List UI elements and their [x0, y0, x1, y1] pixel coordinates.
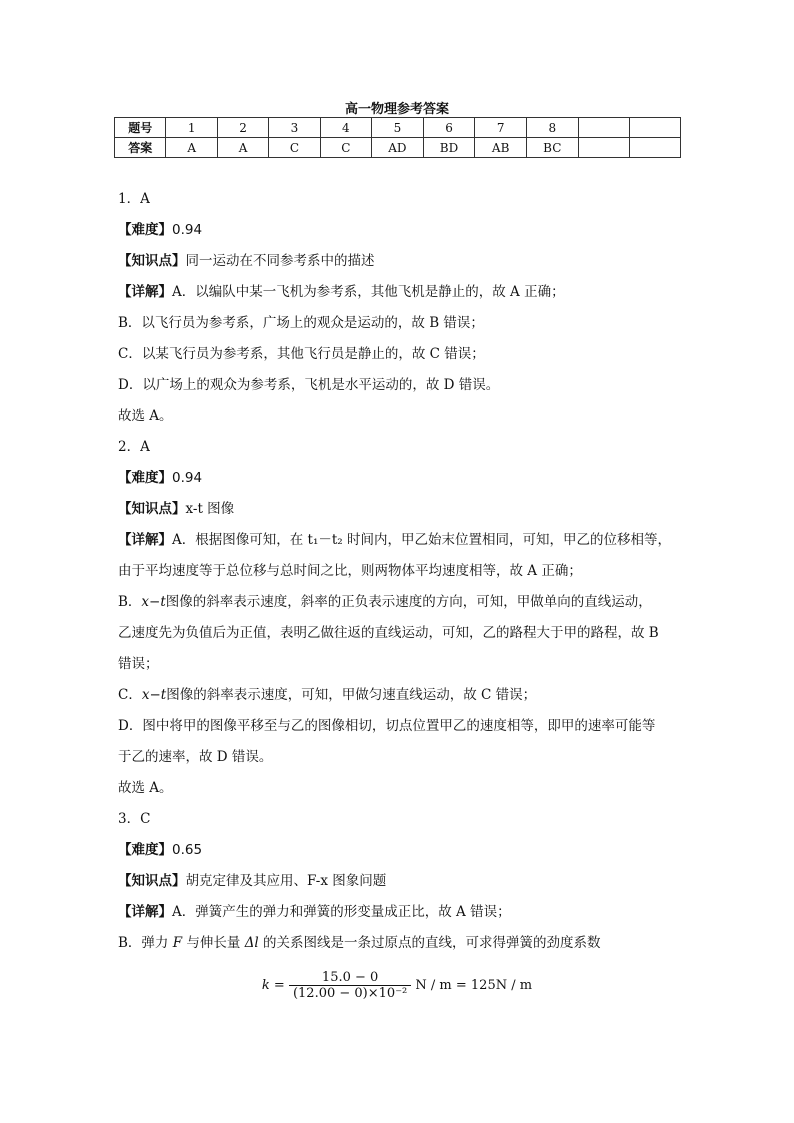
- detail-label: 【详解】: [118, 284, 172, 300]
- table-cell: A: [217, 138, 268, 158]
- detail-text: A．根据图像可知，在 t₁－t₂ 时间内，甲乙始末位置相同，可知，甲乙的位移相等，: [172, 532, 672, 548]
- knowledge-value: 胡克定律及其应用、F-x 图象问题: [185, 873, 387, 889]
- table-cell: C: [269, 138, 320, 158]
- table-cell: [629, 138, 680, 158]
- table-cell: 4: [320, 118, 371, 138]
- extension-symbol: Δl: [244, 935, 259, 951]
- table-cell: [578, 118, 629, 138]
- table-cell: [629, 118, 680, 138]
- formula-fraction: [289, 970, 411, 1001]
- table-cell: 3: [269, 118, 320, 138]
- detail-line: [118, 932, 678, 963]
- force-symbol: F: [172, 935, 183, 951]
- table-cell: 5: [372, 118, 424, 138]
- difficulty-value: 0.94: [172, 222, 203, 238]
- difficulty-line: [118, 467, 678, 498]
- detail-text: 与伸长量: [182, 935, 245, 951]
- detail-text: C．以某飞行员为参考系，其他飞行员是静止的，故 C 错误；: [118, 346, 485, 362]
- table-row-numbers: [115, 118, 681, 138]
- detail-label: 【详解】: [118, 532, 172, 548]
- detail-text: 由于平均速度等于总位移与总时间之比，则两物体平均速度相等，故 A 正确；: [118, 563, 582, 579]
- difficulty-label: 【难度】: [118, 470, 172, 486]
- knowledge-label: 【知识点】: [118, 253, 186, 269]
- detail-text: D．图中将甲的图像平移至与乙的图像相切，切点位置甲乙的速度相等，即甲的速率可能等: [118, 718, 656, 734]
- conclusion: 故选 A。: [118, 408, 173, 424]
- xt-symbol: x−t: [141, 687, 167, 703]
- knowledge-line: [118, 498, 678, 529]
- detail-text: 于乙的速率，故 D 错误。: [118, 749, 273, 765]
- question-number: 2．A: [118, 439, 150, 455]
- detail-text: 图像的斜率表示速度，可知，甲做匀速直线运动，故 C 错误；: [166, 687, 537, 703]
- knowledge-value: x-t 图像: [185, 501, 235, 517]
- difficulty-value: 0.65: [172, 842, 203, 858]
- difficulty-label: 【难度】: [118, 222, 172, 238]
- page-title: 高一物理参考答案: [344, 102, 449, 117]
- formula-denominator: (12.00 − 0)×10⁻²: [292, 986, 408, 1001]
- spring-constant-formula: [0, 970, 794, 1001]
- detail-line: [118, 901, 678, 932]
- table-cell: AD: [372, 138, 424, 158]
- xt-symbol: x−t: [141, 594, 166, 610]
- difficulty-line: [118, 839, 678, 870]
- table-cell: 1: [166, 118, 217, 138]
- difficulty-value: 0.94: [172, 470, 203, 486]
- table-cell: BD: [423, 138, 475, 158]
- table-cell: 8: [526, 118, 578, 138]
- answer-content: [118, 188, 678, 963]
- detail-text: A．以编队中某一飞机为参考系，其他飞机是静止的，故 A 正确；: [172, 284, 565, 300]
- conclusion: 故选 A。: [118, 780, 173, 796]
- detail-line: [118, 281, 678, 312]
- detail-text: B．以飞行员为参考系，广场上的观众是运动的，故 B 错误；: [118, 315, 484, 331]
- knowledge-label: 【知识点】: [118, 501, 186, 517]
- formula-lhs: k =: [261, 978, 285, 993]
- answer-table: [114, 117, 681, 158]
- detail-line: [118, 529, 678, 560]
- difficulty-line: [118, 219, 678, 250]
- table-cell: A: [166, 138, 217, 158]
- knowledge-label: 【知识点】: [118, 873, 186, 889]
- detail-text: 乙速度先为负值后为正值，表明乙做往返的直线运动，可知，乙的路程大于甲的路程，故 B: [118, 625, 659, 641]
- option-prefix: B．: [118, 594, 142, 610]
- option-prefix: B．弹力: [118, 935, 173, 951]
- knowledge-value: 同一运动在不同参考系中的描述: [185, 253, 375, 269]
- table-header-cell: 答案: [115, 138, 166, 158]
- knowledge-line: [118, 250, 678, 281]
- detail-line: [118, 591, 678, 622]
- table-cell: 2: [217, 118, 268, 138]
- table-cell: [578, 138, 629, 158]
- difficulty-label: 【难度】: [118, 842, 172, 858]
- detail-text: 错误；: [118, 656, 159, 672]
- formula-rhs: N / m = 125N / m: [415, 978, 533, 993]
- table-row-answers: [115, 138, 681, 158]
- detail-line: [118, 684, 678, 715]
- table-cell: 6: [423, 118, 475, 138]
- formula-numerator: 15.0 − 0: [289, 970, 411, 986]
- knowledge-line: [118, 870, 678, 901]
- detail-text: 图像的斜率表示速度，斜率的正负表示速度的方向，可知，甲做单向的直线运动，: [165, 594, 652, 610]
- table-header-cell: 题号: [115, 118, 166, 138]
- table-cell: 7: [475, 118, 527, 138]
- detail-label: 【详解】: [118, 904, 172, 920]
- table-cell: BC: [526, 138, 578, 158]
- table-cell: AB: [475, 138, 527, 158]
- table-cell: C: [320, 138, 371, 158]
- question-number: 1．A: [118, 191, 150, 207]
- option-prefix: C．: [118, 687, 142, 703]
- question-number: 3．C: [118, 811, 151, 827]
- detail-text: 的关系图线是一条过原点的直线，可求得弹簧的劲度系数: [258, 935, 601, 951]
- detail-text: D．以广场上的观众为参考系，飞机是水平运动的，故 D 错误。: [118, 377, 500, 393]
- detail-text: A．弹簧产生的弹力和弹簧的形变量成正比，故 A 错误；: [172, 904, 511, 920]
